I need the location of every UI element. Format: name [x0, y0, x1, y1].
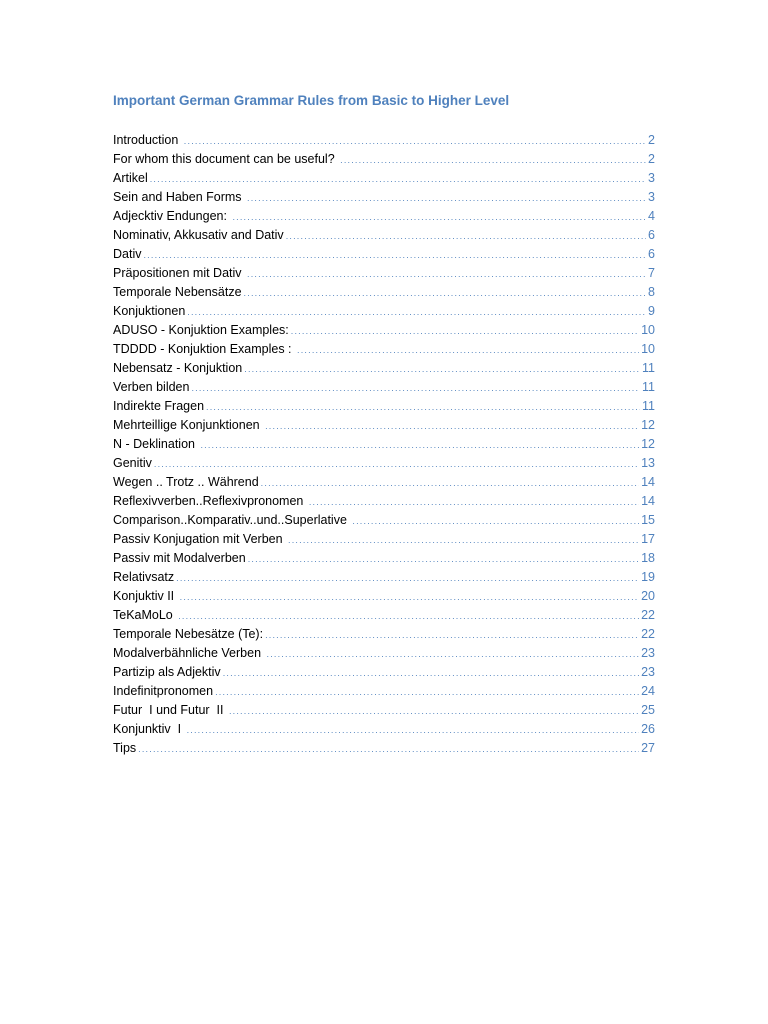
- toc-page-number: 6: [648, 228, 655, 242]
- toc-entry[interactable]: [113, 663, 655, 682]
- toc-dot-leader: [352, 512, 639, 531]
- toc-entry-label: Konjunktiv I: [113, 722, 185, 736]
- toc-entry-label: N - Deklination: [113, 437, 199, 451]
- toc-entry[interactable]: [113, 530, 655, 549]
- toc-dot-leader: [265, 626, 639, 645]
- toc-entry-label: Konjuktiv II: [113, 589, 178, 603]
- toc-dot-leader: [288, 531, 639, 550]
- toc-entry-label: Indirekte Fragen: [113, 399, 205, 413]
- toc-entry-label: Relativsatz: [113, 570, 175, 584]
- toc-dot-leader: [247, 265, 646, 284]
- toc-entry-label: Reflexivverben..Reflexivpronomen: [113, 494, 307, 508]
- toc-entry[interactable]: [113, 492, 655, 511]
- toc-entry-label: Passiv Konjugation mit Verben: [113, 532, 287, 546]
- toc-dot-leader: [244, 284, 647, 303]
- toc-page-number: 10: [641, 323, 655, 337]
- toc-dot-leader: [150, 170, 646, 189]
- toc-dot-leader: [176, 569, 639, 588]
- toc-dot-leader: [261, 474, 639, 493]
- toc-entry[interactable]: [113, 644, 655, 663]
- toc-entry[interactable]: [113, 587, 655, 606]
- toc-page-number: 11: [642, 361, 655, 375]
- toc-entry-label: Präpositionen mit Dativ: [113, 266, 246, 280]
- toc-entry-label: Wegen .. Trotz .. Während: [113, 475, 259, 489]
- toc-page-number: 12: [641, 437, 655, 451]
- toc-entry-label: Artikel: [113, 171, 148, 185]
- toc-dot-leader: [309, 493, 639, 512]
- toc-entry[interactable]: [113, 188, 655, 207]
- toc-page-number: 10: [641, 342, 655, 356]
- toc-entry[interactable]: [113, 435, 655, 454]
- toc-entry[interactable]: [113, 568, 655, 587]
- toc-entry[interactable]: [113, 549, 655, 568]
- toc-entry-label: ADUSO - Konjuktion Examples:: [113, 323, 289, 337]
- toc-entry[interactable]: [113, 264, 655, 283]
- toc-entry-label: Genitiv: [113, 456, 152, 470]
- toc-entry[interactable]: [113, 302, 655, 321]
- table-of-contents: [113, 131, 655, 758]
- toc-entry[interactable]: [113, 378, 655, 397]
- toc-page-number: 27: [641, 741, 655, 755]
- toc-entry[interactable]: [113, 321, 655, 340]
- toc-entry[interactable]: [113, 226, 655, 245]
- toc-entry-label: Modalverbähnliche Verben: [113, 646, 265, 660]
- toc-entry-label: Nebensatz - Konjuktion: [113, 361, 243, 375]
- toc-dot-leader: [244, 360, 640, 379]
- toc-page-number: 12: [641, 418, 655, 432]
- toc-dot-leader: [178, 607, 639, 626]
- toc-entry-label: Verben bilden: [113, 380, 190, 394]
- toc-page-number: 24: [641, 684, 655, 698]
- toc-entry[interactable]: [113, 131, 655, 150]
- toc-entry-label: Comparison..Komparativ..und..Superlative: [113, 513, 351, 527]
- toc-dot-leader: [215, 683, 639, 702]
- toc-dot-leader: [265, 417, 639, 436]
- toc-entry-label: Nominativ, Akkusativ and Dativ: [113, 228, 284, 242]
- toc-entry[interactable]: [113, 150, 655, 169]
- toc-dot-leader: [223, 664, 639, 683]
- toc-page-number: 22: [641, 627, 655, 641]
- toc-dot-leader: [191, 379, 640, 398]
- toc-page-number: 11: [642, 399, 655, 413]
- toc-page-number: 23: [641, 646, 655, 660]
- toc-page-number: 26: [641, 722, 655, 736]
- toc-dot-leader: [232, 208, 646, 227]
- toc-entry-label: Indefinitpronomen: [113, 684, 214, 698]
- toc-page-number: 13: [641, 456, 655, 470]
- toc-entry-label: For whom this document can be useful?: [113, 152, 339, 166]
- toc-entry[interactable]: [113, 397, 655, 416]
- toc-entry[interactable]: [113, 454, 655, 473]
- toc-page-number: 6: [648, 247, 655, 261]
- toc-entry-label: Partizip als Adjektiv: [113, 665, 221, 679]
- toc-entry[interactable]: [113, 169, 655, 188]
- toc-dot-leader: [187, 303, 646, 322]
- toc-page-number: 3: [648, 171, 655, 185]
- toc-dot-leader: [184, 132, 646, 151]
- toc-dot-leader: [229, 702, 639, 721]
- toc-page-number: 15: [641, 513, 655, 527]
- toc-entry-label: Sein and Haben Forms: [113, 190, 246, 204]
- toc-entry-label: Introduction: [113, 133, 182, 147]
- toc-entry[interactable]: [113, 511, 655, 530]
- toc-page-number: 20: [641, 589, 655, 603]
- toc-page-number: 23: [641, 665, 655, 679]
- toc-entry[interactable]: [113, 207, 655, 226]
- toc-dot-leader: [180, 588, 639, 607]
- toc-dot-leader: [297, 341, 639, 360]
- toc-dot-leader: [143, 246, 646, 265]
- toc-entry[interactable]: [113, 682, 655, 701]
- toc-page-number: 9: [648, 304, 655, 318]
- toc-page-number: 2: [648, 133, 655, 147]
- toc-entry[interactable]: [113, 359, 655, 378]
- toc-page-number: 4: [648, 209, 655, 223]
- toc-page-number: 17: [641, 532, 655, 546]
- toc-entry[interactable]: [113, 416, 655, 435]
- toc-entry-label: TeKaMoLo: [113, 608, 177, 622]
- toc-entry-label: Passiv mit Modalverben: [113, 551, 246, 565]
- toc-entry[interactable]: [113, 720, 655, 739]
- toc-dot-leader: [340, 151, 646, 170]
- toc-page-number: 19: [641, 570, 655, 584]
- toc-page-number: 14: [641, 494, 655, 508]
- toc-entry[interactable]: [113, 245, 655, 264]
- toc-entry-label: Futur I und Futur II: [113, 703, 227, 717]
- toc-dot-leader: [247, 189, 646, 208]
- document-title: Important German Grammar Rules from Basic to Higher Level: [113, 93, 510, 108]
- toc-entry[interactable]: [113, 473, 655, 492]
- toc-page-number: 18: [641, 551, 655, 565]
- toc-entry[interactable]: [113, 283, 655, 302]
- toc-entry-label: Temporale Nebesätze (Te):: [113, 627, 264, 641]
- toc-entry-label: TDDDD - Konjuktion Examples :: [113, 342, 296, 356]
- toc-page-number: 7: [648, 266, 655, 280]
- toc-page-number: 14: [641, 475, 655, 489]
- toc-dot-leader: [187, 721, 640, 740]
- toc-page-number: 2: [648, 152, 655, 166]
- toc-entry[interactable]: [113, 625, 655, 644]
- toc-entry-label: Tips: [113, 741, 137, 755]
- toc-dot-leader: [138, 740, 639, 759]
- toc-dot-leader: [291, 322, 639, 341]
- toc-entry-label: Temporale Nebensätze: [113, 285, 242, 299]
- toc-dot-leader: [200, 436, 639, 455]
- toc-entry[interactable]: [113, 340, 655, 359]
- toc-entry-label: Adjecktiv Endungen:: [113, 209, 231, 223]
- toc-entry-label: Dativ: [113, 247, 142, 261]
- toc-entry-label: Mehrteillige Konjunktionen: [113, 418, 264, 432]
- toc-entry[interactable]: [113, 606, 655, 625]
- toc-dot-leader: [248, 550, 639, 569]
- toc-dot-leader: [206, 398, 640, 417]
- toc-dot-leader: [286, 227, 646, 246]
- toc-page-number: 11: [642, 380, 655, 394]
- toc-page-number: 8: [648, 285, 655, 299]
- toc-page-number: 3: [648, 190, 655, 204]
- toc-entry[interactable]: [113, 739, 655, 758]
- toc-dot-leader: [267, 645, 640, 664]
- toc-entry-label: Konjuktionen: [113, 304, 186, 318]
- toc-entry[interactable]: [113, 701, 655, 720]
- toc-page-number: 25: [641, 703, 655, 717]
- toc-page-number: 22: [641, 608, 655, 622]
- toc-dot-leader: [154, 455, 639, 474]
